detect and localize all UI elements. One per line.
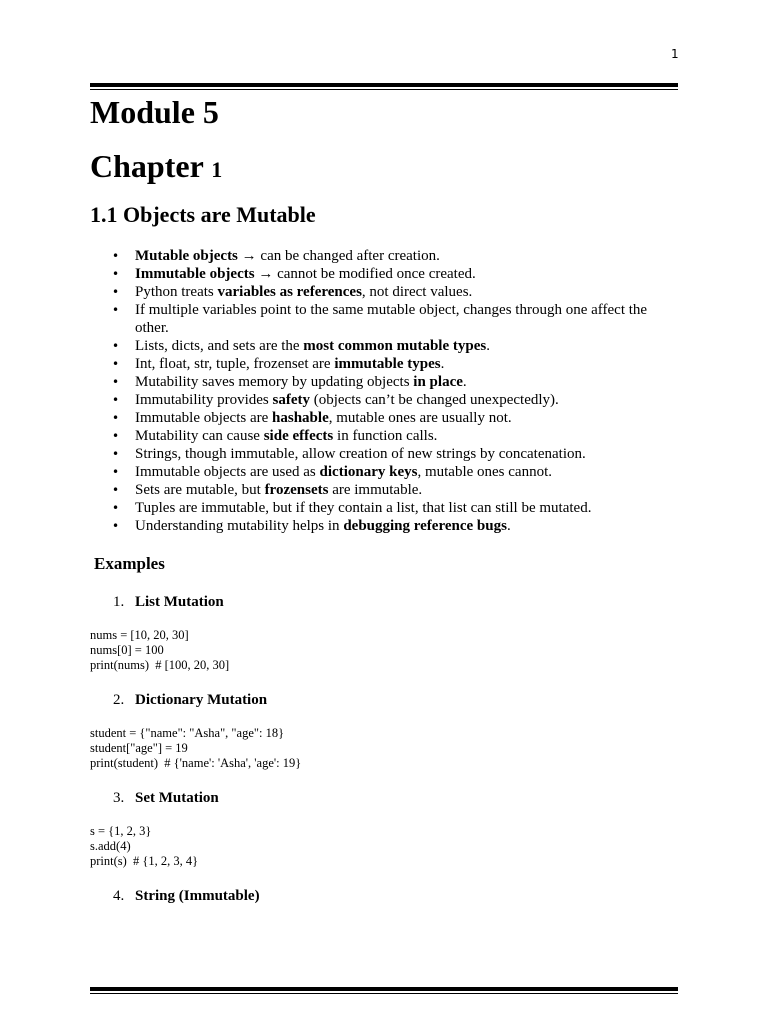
example-title: Set Mutation <box>135 790 219 806</box>
bullet-bold-text: immutable types <box>334 356 441 372</box>
bullet-bold-text: dictionary keys <box>319 464 418 480</box>
bullet-item <box>90 499 678 517</box>
bullet-arrow-text: → <box>237 248 261 264</box>
bullet-pre-text: Lists, dicts, and sets are the <box>135 338 304 354</box>
bullet-item <box>90 283 678 301</box>
bullet-icon: • <box>112 483 120 497</box>
bullet-list <box>90 247 678 535</box>
bullet-pre-text: Int, float, str, tuple, frozenset are <box>135 356 335 372</box>
bullet-bold-text: most common mutable types <box>303 338 487 354</box>
bullet-post-text: are immutable. <box>328 482 423 498</box>
bullet-pre-text: Sets are mutable, but <box>135 482 265 498</box>
code-line: print(s) # {1, 2, 3, 4} <box>90 854 199 868</box>
bullet-icon: • <box>112 249 120 263</box>
code-line: student["age"] = 19 <box>90 741 188 755</box>
bullet-bold-text: in place <box>413 374 463 390</box>
code-block <box>90 628 678 673</box>
example-title: String (Immutable) <box>135 888 260 904</box>
bullet-bold-text: Mutable objects <box>135 248 238 264</box>
bullet-post-text: , mutable ones cannot. <box>417 464 552 480</box>
bullet-icon: • <box>112 339 120 353</box>
bullet-pre-text: Understanding mutability helps in <box>135 518 344 534</box>
bullet-post-text: . <box>462 374 467 390</box>
example-title: Dictionary Mutation <box>135 692 268 708</box>
bullet-item <box>90 409 678 427</box>
bullet-bold-text: variables as references <box>217 284 362 300</box>
code-block <box>90 726 678 771</box>
bullet-icon: • <box>112 357 120 371</box>
bullet-bold-text: side effects <box>263 428 334 444</box>
example-index: 1. <box>113 594 125 610</box>
code-line: print(nums) # [100, 20, 30] <box>90 658 230 672</box>
bullet-icon: • <box>112 519 120 533</box>
bullet-post-text: . <box>506 518 511 534</box>
header-rule <box>90 83 678 90</box>
bullet-item <box>90 427 678 445</box>
bullet-item <box>90 463 678 481</box>
bullet-pre-text: Immutability provides <box>135 392 273 408</box>
bullet-item <box>90 265 678 283</box>
bullet-pre-text: Strings, though immutable, allow creation of new strings by concatenation. <box>135 446 586 462</box>
bullet-text-text: cannot be modified once created. <box>277 266 476 282</box>
example-heading <box>90 690 678 710</box>
bullet-pre-text: Immutable objects are <box>135 410 273 426</box>
bullet-icon: • <box>112 267 120 281</box>
examples-heading: Examples <box>94 554 165 573</box>
bullet-item <box>90 355 678 373</box>
bullet-icon: • <box>112 393 120 407</box>
bullet-bold-text: hashable <box>272 410 329 426</box>
bullet-icon: • <box>112 375 120 389</box>
chapter-title <box>90 146 678 190</box>
bullet-item <box>90 517 678 535</box>
bullet-item <box>90 301 678 337</box>
bullet-pre-text: Mutability can cause <box>135 428 264 444</box>
code-line: s = {1, 2, 3} <box>90 824 152 838</box>
document-body <box>90 92 678 906</box>
bullet-icon: • <box>112 501 120 515</box>
bullet-icon: • <box>112 429 120 443</box>
bullet-item <box>90 481 678 499</box>
example-heading <box>90 592 678 612</box>
bullet-bold-text: Immutable objects <box>135 266 255 282</box>
page-number: 1 <box>671 47 679 61</box>
module-title: Module 5 <box>90 94 219 130</box>
code-line: print(student) # {'name': 'Asha', 'age': 19} <box>90 756 302 770</box>
bullet-icon: • <box>112 303 120 317</box>
bullet-icon: • <box>112 285 120 299</box>
bullet-pre-text: Mutability saves memory by updating objects <box>135 374 414 390</box>
bullet-pre-text: If multiple variables point to the same mutable object, changes through one affect the other. <box>135 302 648 336</box>
bullet-bold-text: safety <box>272 392 310 408</box>
code-block <box>90 824 678 869</box>
bullet-post-text: . <box>486 338 490 354</box>
bullet-text-text: can be changed after creation. <box>260 248 440 264</box>
code-line: nums[0] = 100 <box>90 643 164 657</box>
bullet-pre-text: Python treats <box>135 284 218 300</box>
bullet-post-text: (objects can’t be changed unexpectedly). <box>309 392 559 408</box>
footer-rule <box>90 987 678 994</box>
bullet-post-text: . <box>440 356 445 372</box>
example-title: List Mutation <box>135 594 224 610</box>
bullet-item <box>90 445 678 463</box>
bullet-item <box>90 373 678 391</box>
bullet-bold-text: frozensets <box>264 482 329 498</box>
examples-list <box>90 592 678 906</box>
bullet-icon: • <box>112 411 120 425</box>
example-heading <box>90 886 678 906</box>
bullet-item <box>90 337 678 355</box>
code-line: s.add(4) <box>90 839 131 853</box>
example-index: 3. <box>113 790 125 806</box>
bullet-post-text: , not direct values. <box>361 284 473 300</box>
bullet-icon: • <box>112 447 120 461</box>
chapter-label: Chapter <box>90 148 204 184</box>
bullet-icon: • <box>112 465 120 479</box>
bullet-pre-text: Tuples are immutable, but if they contain a list, that list can still be mutated. <box>135 500 592 516</box>
bullet-post-text: in function calls. <box>333 428 438 444</box>
bullet-item <box>90 391 678 409</box>
bullet-pre-text: Immutable objects are used as <box>135 464 320 480</box>
bullet-item <box>90 247 678 265</box>
example-index: 4. <box>113 888 125 904</box>
bullet-arrow-text: → <box>254 266 278 282</box>
code-line: student = {"name": "Asha", "age": 18} <box>90 726 285 740</box>
example-index: 2. <box>113 692 125 708</box>
code-line: nums = [10, 20, 30] <box>90 628 189 642</box>
chapter-number: 1 <box>211 157 223 182</box>
section-title: 1.1 Objects are Mutable <box>90 202 316 227</box>
example-heading <box>90 788 678 808</box>
bullet-post-text: , mutable ones are usually not. <box>328 410 512 426</box>
bullet-bold-text: debugging reference bugs <box>343 518 507 534</box>
